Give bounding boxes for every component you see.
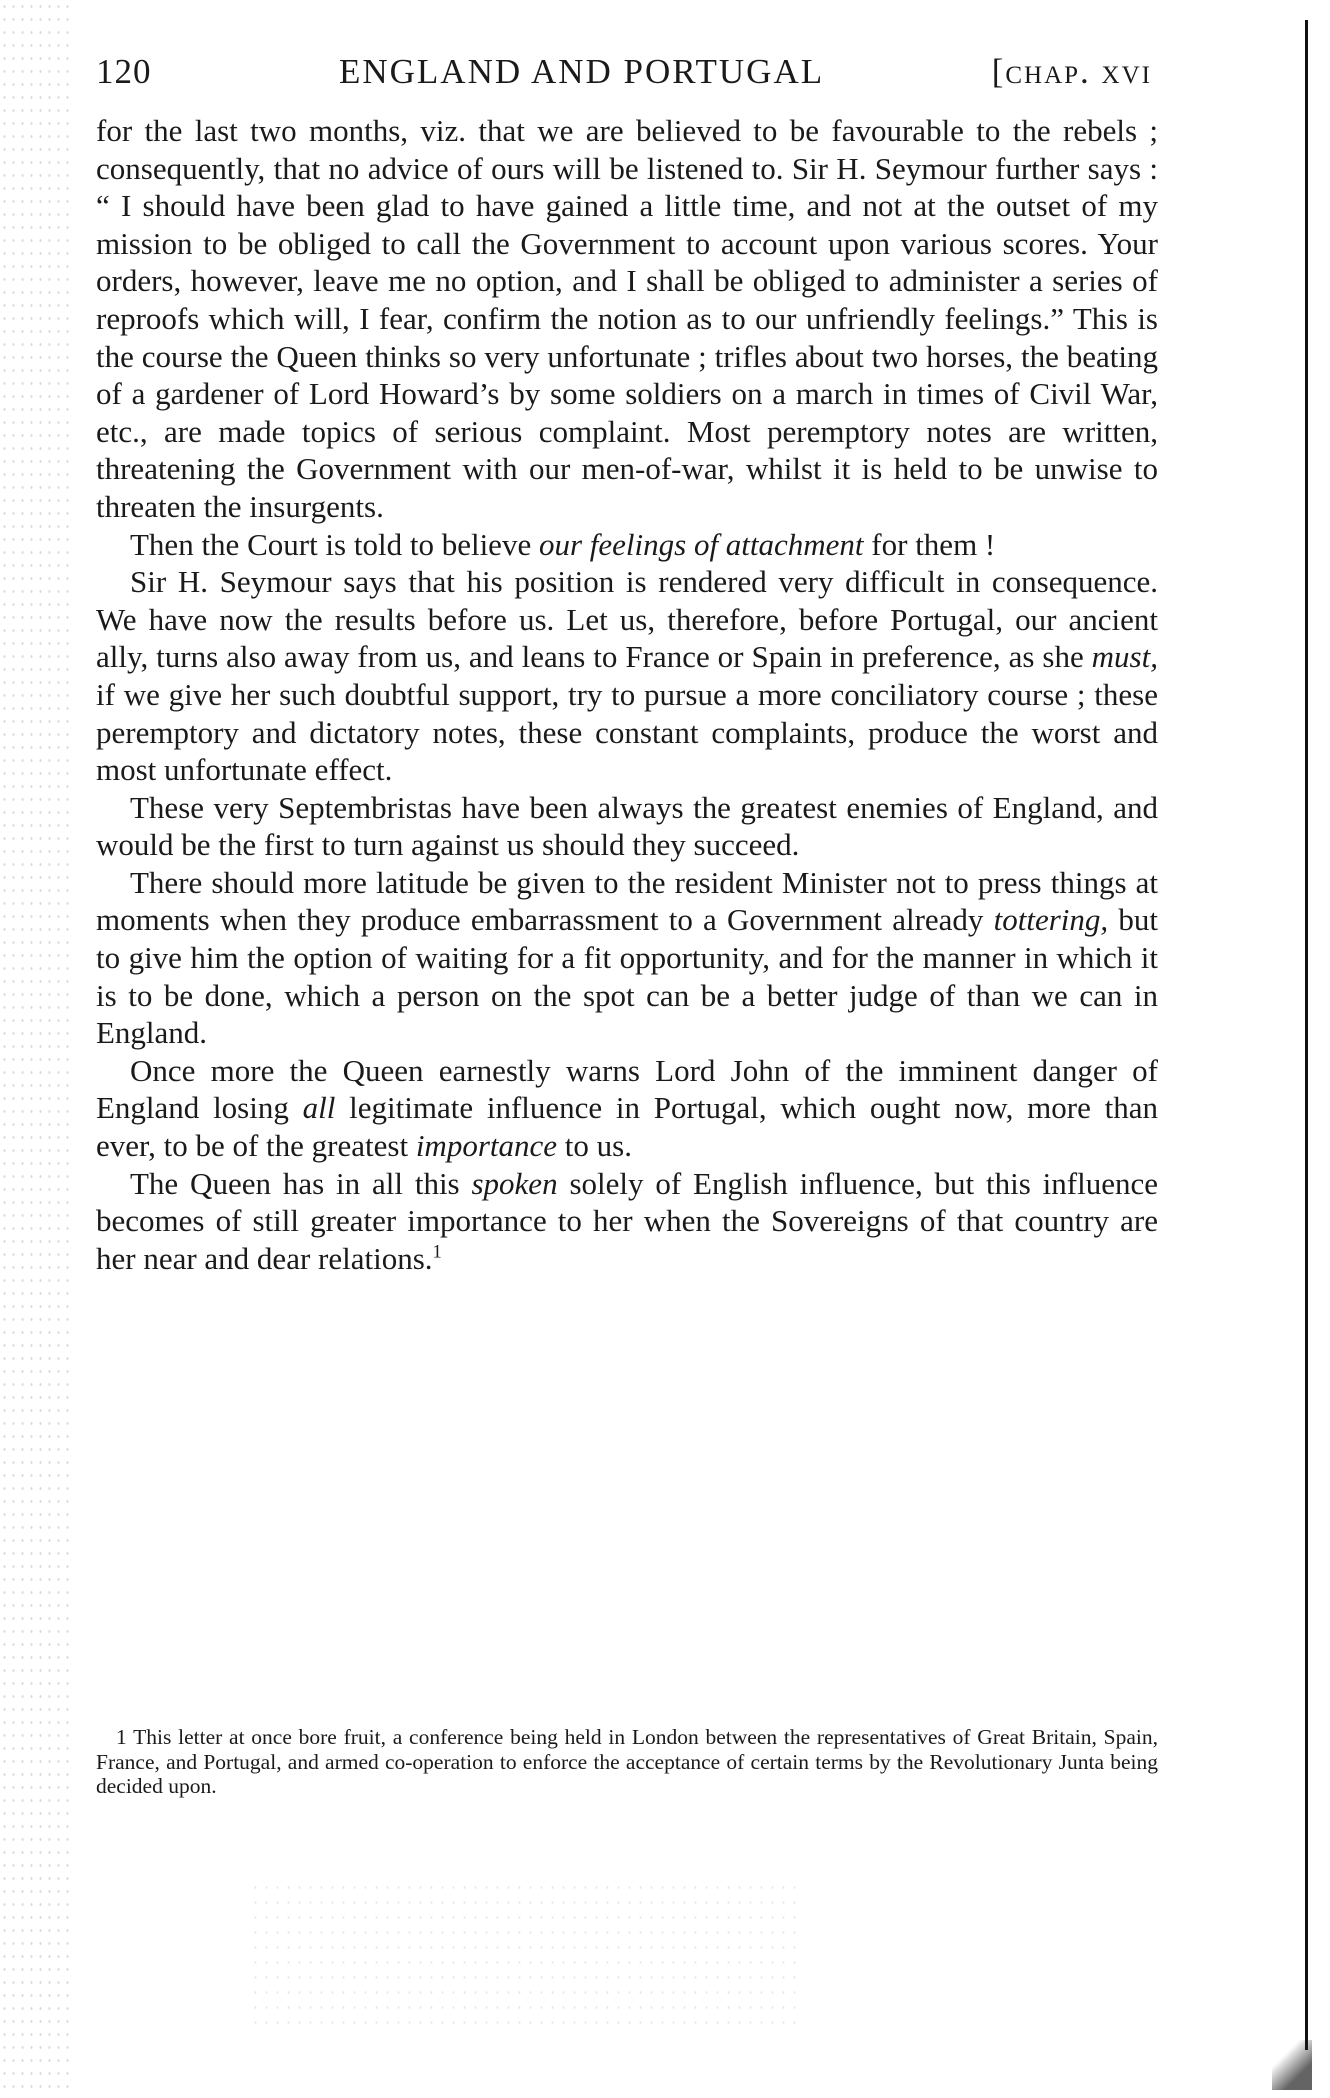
footnote-reference: 1 — [432, 1241, 442, 1263]
p2-text-end: for them ! — [863, 526, 996, 562]
p6-text: Once more the Queen earnestly warns Lord John of the imminent danger of England losing — [96, 1052, 1158, 1126]
binding-edge — [0, 0, 70, 2098]
paragraph-3 — [96, 563, 1158, 789]
body-text — [96, 112, 1158, 1277]
p3-text-end: if we give her such doubtful support, try to pursue a more conciliatory course ; these peremptory and dictatory notes, these constant complaints, produce the worst and most unfortunate effect. — [96, 676, 1158, 788]
p7-emphasis: spoken — [471, 1165, 558, 1201]
running-head — [96, 52, 1156, 102]
p7-text: The Queen has in all this — [130, 1165, 472, 1201]
paragraph-1: for the last two months, viz. that we are believed to be favourable to the rebels ; consequently, that no advice of ours will be listened to. Sir H. Seymour further says : “ I should have been glad to have gained a little time, and not at the outset of my mission to be obliged to call the Government to account upon various scores. Your orders, however, leave me no option, and I shall be obliged to administer a series of reproofs which will, I fear, confirm the notion as to our unfriendly feelings.” This is the course the Queen thinks so very unfortunate ; trifles about two horses, the beating of a gardener of Lord Howard’s by some soldiers on a march in times of Civil War, etc., are made topics of serious complaint. Most peremptory notes are written, threatening the Government with our men-of-war, whilst it is held to be unwise to threaten the insurgents. — [96, 113, 1158, 524]
footnotes — [96, 1725, 1158, 1799]
chapter-label: [chap. xvi — [991, 52, 1152, 91]
p6-text-mid: legitimate influence in Portugal, which ought now, more than ever, to be of the greatest — [96, 1090, 1158, 1164]
p5-text-end: but to give him the option of waiting for a fit opportunity, and for the manner in which it is to be done, which a person on the spot can be a better judge of than we can in England. — [96, 902, 1158, 1051]
paper-speckle — [250, 1880, 800, 2030]
paragraph-4: These very Septembristas have been always the greatest enemies of England, and would be the first to turn against us should they succeed. — [96, 789, 1158, 863]
p5-text: There should more latitude be given to the resident Minister not to press things at moments when they produce embarrassment to a Government already — [96, 864, 1158, 938]
p7-text-end: solely of English influence, but this influence becomes of still greater importance to her when the Sovereigns of that country are her near and dear relations. — [96, 1165, 1159, 1276]
footnote-1 — [96, 1725, 1158, 1799]
p2-text: Then the Court is told to believe — [130, 526, 539, 562]
p3-text: Sir H. Seymour says that his position is rendered very difficult in consequence. We have now the results before us. Let us, therefore, before Portugal, our ancient ally, turns also away from us, and leans to France or Spain in preference, as she — [96, 564, 1158, 675]
paragraph-2 — [96, 526, 1158, 564]
paragraph-6 — [96, 1052, 1158, 1165]
page-number: 120 — [96, 52, 152, 91]
p6-emphasis-importance: importance — [415, 1128, 558, 1164]
paragraph-5 — [96, 864, 1158, 1052]
p5-emphasis: tottering, — [993, 902, 1109, 938]
p6-text-end: to us. — [557, 1128, 632, 1164]
page-edge-rule — [1305, 20, 1308, 2050]
footnote-mark: 1 — [116, 1725, 127, 1749]
running-title: ENGLAND AND PORTUGAL — [339, 52, 825, 91]
p6-emphasis-all: all — [302, 1090, 336, 1126]
p3-emphasis: must, — [1091, 639, 1158, 675]
paragraph-7 — [96, 1165, 1158, 1278]
footnote-text: This letter at once bore fruit, a conference being held in London between the representatives of Great Britain, Spain, France, and Portugal, and armed co-operation to enforce the acceptance of certain terms by the Revolutionary Junta being decided upon. — [96, 1725, 1158, 1798]
p2-emphasis: our feelings of attachment — [538, 526, 864, 562]
page-corner-shadow — [1272, 2040, 1312, 2090]
